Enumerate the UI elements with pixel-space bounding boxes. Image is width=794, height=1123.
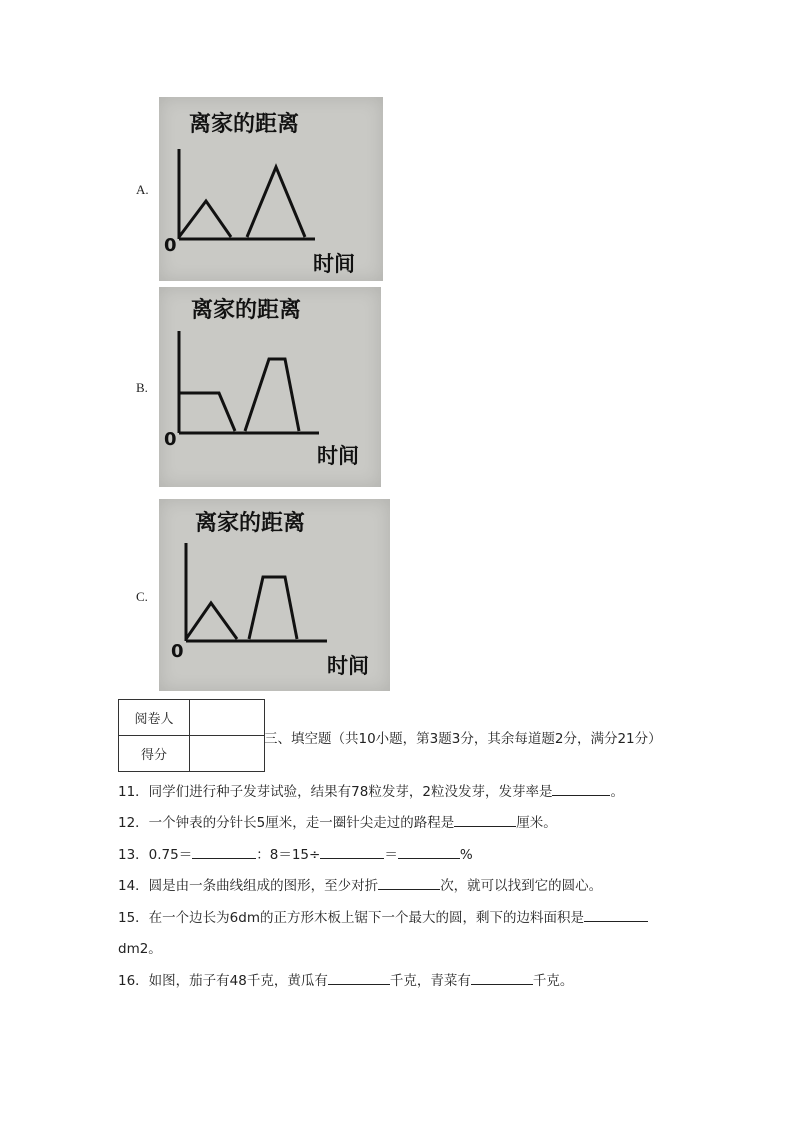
reviewer-field[interactable]	[190, 700, 265, 736]
option-c-label: C.	[136, 589, 148, 604]
answer-blank[interactable]	[192, 845, 256, 859]
score-label: 得分	[119, 736, 190, 772]
option-b-label: B.	[136, 380, 148, 395]
question-11	[118, 780, 624, 800]
question-text: %	[459, 847, 473, 863]
origin-label: 0	[164, 235, 177, 256]
option-c-graph-photo	[159, 499, 390, 691]
answer-blank[interactable]	[552, 782, 610, 796]
question-16	[118, 969, 573, 989]
option-a-graph-photo	[159, 97, 383, 281]
answer-blank[interactable]	[398, 845, 460, 859]
graph-title: 离家的距离	[189, 112, 300, 137]
option-b-graph-photo	[159, 287, 381, 487]
option-a-graph	[159, 97, 383, 281]
question-15-continued	[118, 937, 162, 957]
question-text: 。	[610, 784, 624, 800]
origin-label: 0	[164, 429, 177, 450]
question-text: 11．同学们进行种子发芽试验，结果有78粒发芽，2粒没发芽，发芽率是	[118, 784, 553, 800]
question-15	[118, 906, 648, 926]
question-text: 15．在一个边长为6dm的正方形木板上锯下一个最大的圆，剩下的边料面积是	[118, 910, 584, 926]
question-text: 12．一个钟表的分针长5厘米，走一圈针尖走过的路程是	[118, 815, 455, 831]
question-13	[118, 843, 473, 863]
question-text: ：8＝15÷	[256, 847, 321, 863]
x-axis-label: 时间	[327, 654, 369, 678]
question-text: ＝	[384, 847, 398, 863]
grader-table	[118, 699, 265, 772]
answer-blank[interactable]	[328, 971, 390, 985]
section-title: 三、填空题（共10小题，第3题3分，其余每道题2分，满分21分）	[264, 731, 662, 747]
question-text: 13．0.75＝	[118, 847, 193, 863]
graph-title: 离家的距离	[195, 511, 306, 536]
option-a-label: A.	[136, 182, 149, 197]
answer-blank[interactable]	[584, 908, 648, 922]
reviewer-label: 阅卷人	[119, 700, 190, 736]
option-c-graph	[159, 499, 390, 691]
answer-blank[interactable]	[454, 813, 516, 827]
answer-blank[interactable]	[471, 971, 533, 985]
option-b-graph	[159, 287, 381, 487]
answer-blank[interactable]	[378, 876, 440, 890]
question-text: 16．如图，茄子有48千克，黄瓜有	[118, 973, 328, 989]
question-text: 14．圆是由一条曲线组成的图形，至少对折	[118, 878, 379, 894]
question-12	[118, 811, 557, 831]
origin-label: 0	[171, 641, 184, 662]
answer-blank[interactable]	[320, 845, 384, 859]
question-text: 厘米。	[516, 815, 557, 831]
question-text: 千克。	[532, 973, 574, 989]
x-axis-label: 时间	[317, 444, 359, 468]
x-axis-label: 时间	[313, 252, 355, 276]
question-14	[118, 874, 602, 894]
score-field[interactable]	[190, 736, 265, 772]
question-text: 千克，青菜有	[389, 973, 471, 989]
graph-title: 离家的距离	[191, 298, 302, 323]
question-text: dm2。	[118, 941, 162, 957]
question-text: 次，就可以找到它的圆心。	[440, 878, 603, 894]
